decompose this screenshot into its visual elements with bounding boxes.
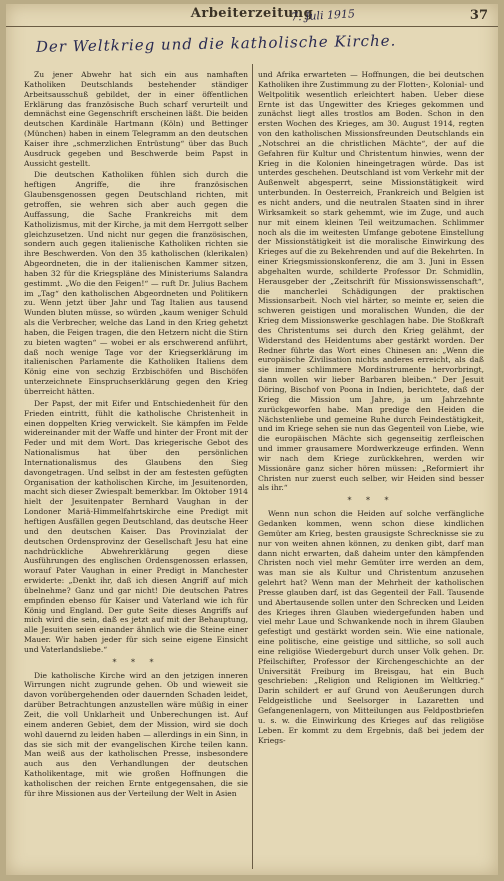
masthead: Arbeiterzeitung [190, 6, 314, 21]
paragraph: und Afrika erwarteten — Hoffnungen, die bei deutschen Katholiken ihre Zustimmung zu der Flotten-, Kolonial- und Weltpolitik wesentlich erleichtert haben. Ueber diese Ernte ist das Ungewitter des Krieges gekommen und zunächst liegt alles trostlos am Boden. Schon in den ersten Wochen des Krieges, am 30. August 1914, regten von den katholischen Missionsfreunden Deutschlands ein „Notschrei an die christlichen Mächte“, der auf die Gefahren für Kultur und Christentum hinwies, wenn der Krieg in die Kolonien hineingetragen würde. Das ist unterdes geschehen. Deutschland ist vom Verkehr mit der Außenwelt abgesperrt, seine Missionstätigkeit wird unterbunden. In Oesterreich, Frankreich und Belgien ist es nicht anders, und die neutralen Staaten sind in ihrer Wirksamkeit so stark gehemmt, wie im Zuge, und auch nur mit einem kleinen Teil weitzumachen. Schlimmer noch als die im weitesten Umfange gebotene Einstellung der Missionstätigkeit ist die moralische Einwirkung des Krieges auf die zu Bekehrenden und auf die Bekehrten. In einer Kriegsmissionskonferenz, die am 3. Juni in Essen abgehalten wurde, schilderte Professor Dr. Schmidlin, Herausgeber der „Zeitschrift für Missionswissenschaft“, die mancherlei Schädigungen der praktischen Missionsarbeit. Noch viel härter, so meinte er, seien die schweren geistigen und moralischen Wunden, die der Krieg dem Missionswerke geschlagen habe. Die Stoßkraft des Christentums sei durch den Krieg gelähmt, der Widerstand des Heidentums aber gestärkt worden. Der Redner führte das Wort eines Chinesen an: „Wenn die europäische Zivilisation nichts anderes erreicht, als daß sie immer schlimmere Mordinstrumente hervorbringt, dann wollen wir lieber Barbaren bleiben.“ Der Jesuit Döring, Bischof von Poona in Indien, berichtete, daß der Krieg die Mission um Jahre, ja um Jahrzehnte zurückgeworfen habe. Man predige den Heiden die Nächstenliebe und gemeine Ruhe durch Feindestätigkeit, und im Kriege sehen sie nun das Gegenteil von Liebe, wie die europäischen Mächte sich gegenseitig zerfleischen und immer grausamere Mordwerkzeuge erfinden. Wenn wir nach dem Kriege zurückkehren, werden wir Missionäre ganz sicher hören müssen: „Reformiert ihr Christen nur zuerst euch selber, wir Heiden sind besser als ihr.“ [258, 70, 484, 493]
handwritten-date: 7. Juli 1915 [290, 7, 356, 24]
page-number: 37 [469, 8, 488, 23]
handwritten-title: Der Weltkrieg und die katholische Kirche. [35, 31, 397, 56]
newspaper-clipping [6, 4, 498, 875]
section-separator: * * * [112, 657, 160, 667]
column-divider [252, 64, 253, 869]
right-column [258, 70, 484, 867]
paragraph: Die katholische Kirche wird an den jetzigen inneren Wirrungen nicht zugrunde gehen. Ob und wieweit sie davon vorübergehenden oder dauernden Schaden leidet, darüber Betrachtungen anzustellen wäre müßig in einer Zeit, die voll Unklarheit und Unberechungen ist. Auf einem anderen Gebiet, dem der Mission, wird sie doch wohl dauernd zu leiden haben — allerdings in ein Sinn, in das sie sich mit der evangelischen Kirche teilen kann. Man weiß aus der katholischen Presse, insbesondere auch aus den Verhandlungen der deutschen Katholikentage, mit wie großen Hoffnungen die katholischen der reichen Ernte entgegensahen, die sie für ihre Missionen aus der Verteilung der Welt in Asien [24, 670, 248, 798]
section-separator: * * * [347, 496, 395, 506]
paragraph: Der Papst, der mit Eifer und Entschiedenheit für den Frieden eintritt, fühlt die katholische Christenheit in einen doppelten Krieg verwickelt. Sie kämpfen im Felde widereinander mit der Waffe und hinter der Front mit der Feder und mit dem Wort. Das kriegerische Gebot des Nationalismus hat über den persönlichen Internationalismus des Glaubens den Sieg davongetragen. Und selbst in der am festesten gefügten Organisation der katholischen Kirche, im Jesuitenorden, macht sich dieser Zwiespalt bemerkbar. Im Oktober 1914 hielt der Jesuitenpater Bernhard Vaughan in der Londoner Mariä-Himmelfahrtskirche eine Predigt mit heftigen Ausfällen gegen Deutschland, das deutsche Heer und den deutschen Kaiser. Das Provinzialat der deutschen Ordensprovinz der Gesellschaft Jesu hat eine nachdrückliche Abwehrerklärung gegen diese Ausführungen des englischen Ordensgenossen erlassen, worauf Pater Vaughan in einer Predigt in Manchester erwiderte: „Denkt ihr, daß ich diesen Angriff auf mich übelnehme? Ganz und gar nicht! Die deutschen Patres empfinden ebenso für Kaiser und Vaterland wie ich für König und England. Der gute Seite dieses Angriffs auf mich wird die sein, daß es jetzt auf mit der Behauptung, alle Jesuiten seien einander ähnlich wie die Steine einer Mauer. Wir haben jeder für sich seine eigene Einsicht und Vaterlandsliebe.“ [24, 398, 248, 654]
paragraph: Wenn nun schon die Heiden auf solche verfängliche Gedanken kommen, wenn schon diese kindlichen Gemüter am Krieg, besten grausigste Schrecknisse sie zu nur von weiten ahnen können, zu denken gibt, darf man dann nicht erwarten, daß daheim unter den kämpfenden Christen noch viel mehr Gemüter irre werden an dem, was man sie als Kultur und Christentum anzusehen gelehrt hat? Wenn man der Mehrheit der katholischen Presse glauben darf, ist das Gegenteil der Fall. Tausende und Abertausende sollen unter den Schrecken und Leiden des Krieges ihren Glauben wiedergefunden haben und viel mehr Laue und Schwankende noch in ihrem Glauben gefestigt und gestärkt worden sein. Wie eine nationale, eine politische, eine geistige und sittliche, so soll auch eine religiöse Wiedergeburt durch unser Volk gehen. Dr. Pfeilschifter, Professor der Kirchengeschichte an der Universität Freiburg im Breisgau, hat ein Buch geschrieben: „Religion und Religionen im Weltkrieg.“ Darin schildert er auf Grund von Aeußerungen durch Feldgeistliche und Seelsorger in Lazaretten und Gefangenenlagern, von Mitteilungen aus Feldpostbriefen u. s. w. die Einwirkung des Krieges auf das religiöse Leben. Er kommt zu dem Ergebnis, daß bei jedem der Kriegs- [258, 509, 484, 745]
paragraph: Die deutschen Katholiken fühlen sich durch die heftigen Angriffe, die ihre französischen Glaubensgenossen gegen Deutschland richten, mit getroffen, sie wehren sich aber auch gegen die Auffassung, die Sache Frankreichs mit dem Katholizismus, mit der Kirche, ja mit dem Herrgott selber gleichzusetzen. Und nicht nur gegen die französischen, sondern auch gegen italienische Katholiken richten sie ihre Beschwerden. Von den 35 katholischen (klerikalen) Abgeordneten, die in der italienischen Kammer sitzen, haben 32 für die Kriegspläne des Ministeriums Salandra gestimmt. „Wo die den Feigen!“ — ruft Dr. Julius Bachem im „Tag“ den katholischen Abgeordneten und Politikern zu. Wenn jetzt über Jahr und Tag Italien aus tausend Wunden bluten müsse, so würden „kaum weniger Schuld als die Verbrecher, welche das Land in den Krieg gehetzt haben, die Feigen tragen, die den Hetzern nicht die Stirn zu bieten wagten“ — wobei er als erschwerend anführt, daß noch wenige Tage vor der Kriegserklärung im italienischen Parlamente die Katholiken Italiens dem König eine von sechzig Erzbischöfen und Bischöfen unterzeichnete Einspruchserklärung gegen den Krieg überreicht hätten. [24, 170, 248, 396]
page-header [6, 4, 498, 27]
paragraph: Zu jener Abwehr hat sich ein aus namhaften Katholiken Deutschlands bestehender ständiger Arbeitsausschuß gebildet, der in einer öffentlichen Erklärung das französische Buch scharf verurteilt und demnächst eine Gegenschrift erscheinen läßt. Die beiden deutschen Kardinäle Hartmann (Köln) und Bettinger (München) haben in einem Telegramm an den deutschen Kaiser ihre „schmerzlichen Entrüstung“ über das Buch Ausdruck gegeben und Beschwerde beim Papst in Aussicht gestellt. [24, 70, 248, 168]
left-column [24, 70, 248, 867]
